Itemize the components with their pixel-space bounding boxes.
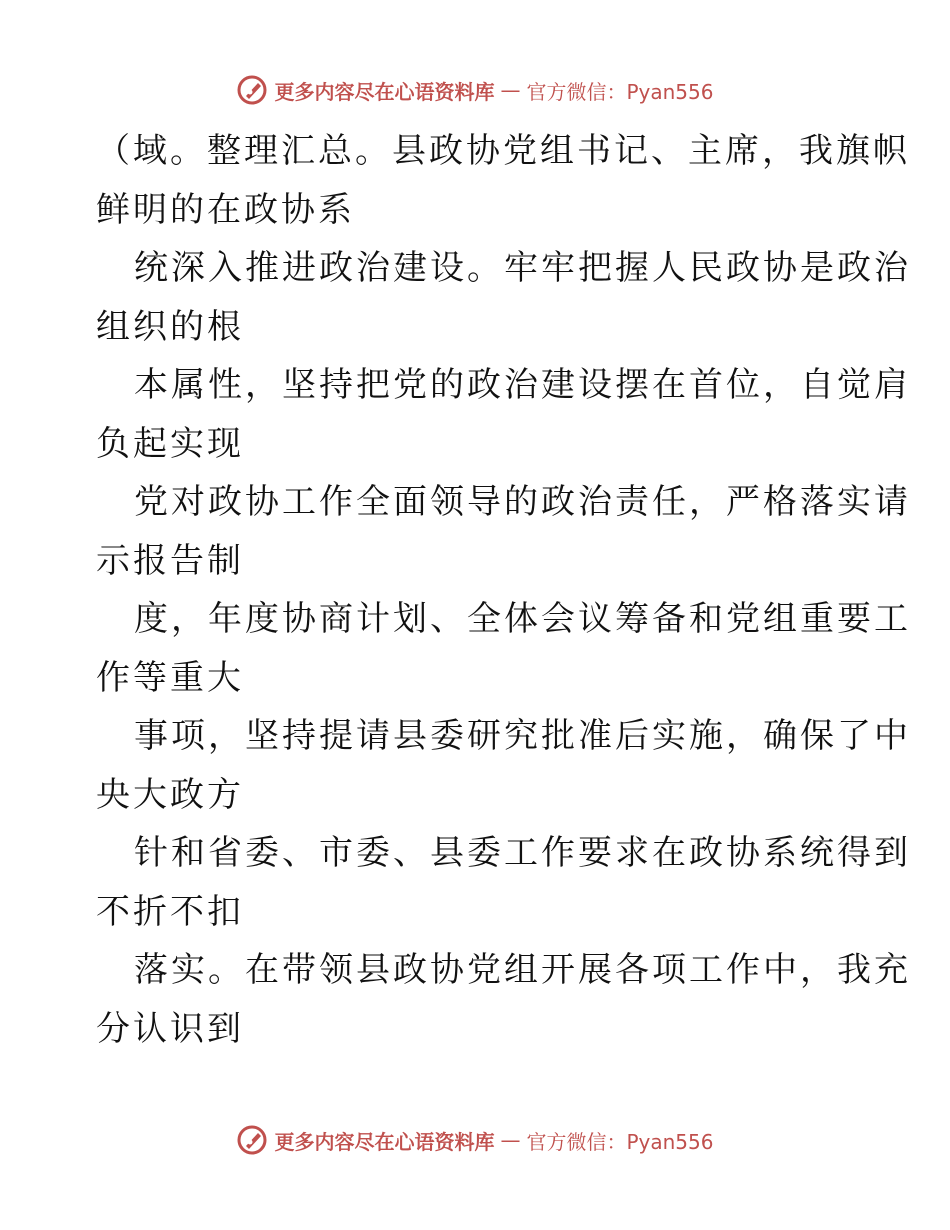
text-line: 事项，坚持提请县委研究批准后实施，确保了中 [134, 716, 911, 756]
header-banner-contact: 官方微信：Pyan556 [526, 79, 714, 104]
text-line: （域。整理汇总。县政协党组书记、主席，我旗帜 [96, 131, 910, 171]
text-line: 作等重大 [96, 657, 244, 698]
text-line: 落实。在带领县政协党组开展各项工作中，我充 [134, 950, 911, 990]
text-line: 组织的根 [96, 306, 244, 347]
text-line: 党对政协工作全面领导的政治责任，严格落实请 [134, 482, 911, 522]
text-line: 鲜明的在政协系 [96, 189, 355, 230]
footer-banner [0, 1120, 950, 1160]
text-line: 分认识到 [96, 1008, 244, 1049]
header-banner-title: 更多内容尽在心语资料库 [274, 79, 495, 104]
footer-banner-title: 更多内容尽在心语资料库 [274, 1129, 495, 1154]
text-line: 央大政方 [96, 774, 244, 815]
text-line: 示报告制 [96, 540, 244, 581]
header-banner-separator: — [500, 78, 521, 102]
text-line: 针和省委、市委、县委工作要求在政协系统得到 [134, 833, 911, 873]
text-line: 不折不扣 [96, 891, 244, 932]
text-line: 统深入推进政治建设。牢牢把握人民政协是政治 [134, 248, 911, 288]
footer-banner-separator: — [500, 1128, 521, 1152]
pen-logo-icon [236, 74, 268, 106]
text-line: 本属性，坚持把党的政治建设摆在首位，自觉肩 [134, 365, 911, 405]
document-body [96, 122, 911, 1058]
footer-banner-contact: 官方微信：Pyan556 [526, 1129, 714, 1154]
text-line: 度，年度协商计划、全体会议筹备和党组重要工 [134, 599, 911, 639]
header-banner [0, 70, 950, 110]
text-line: 负起实现 [96, 423, 244, 464]
pen-logo-icon [236, 1124, 268, 1156]
